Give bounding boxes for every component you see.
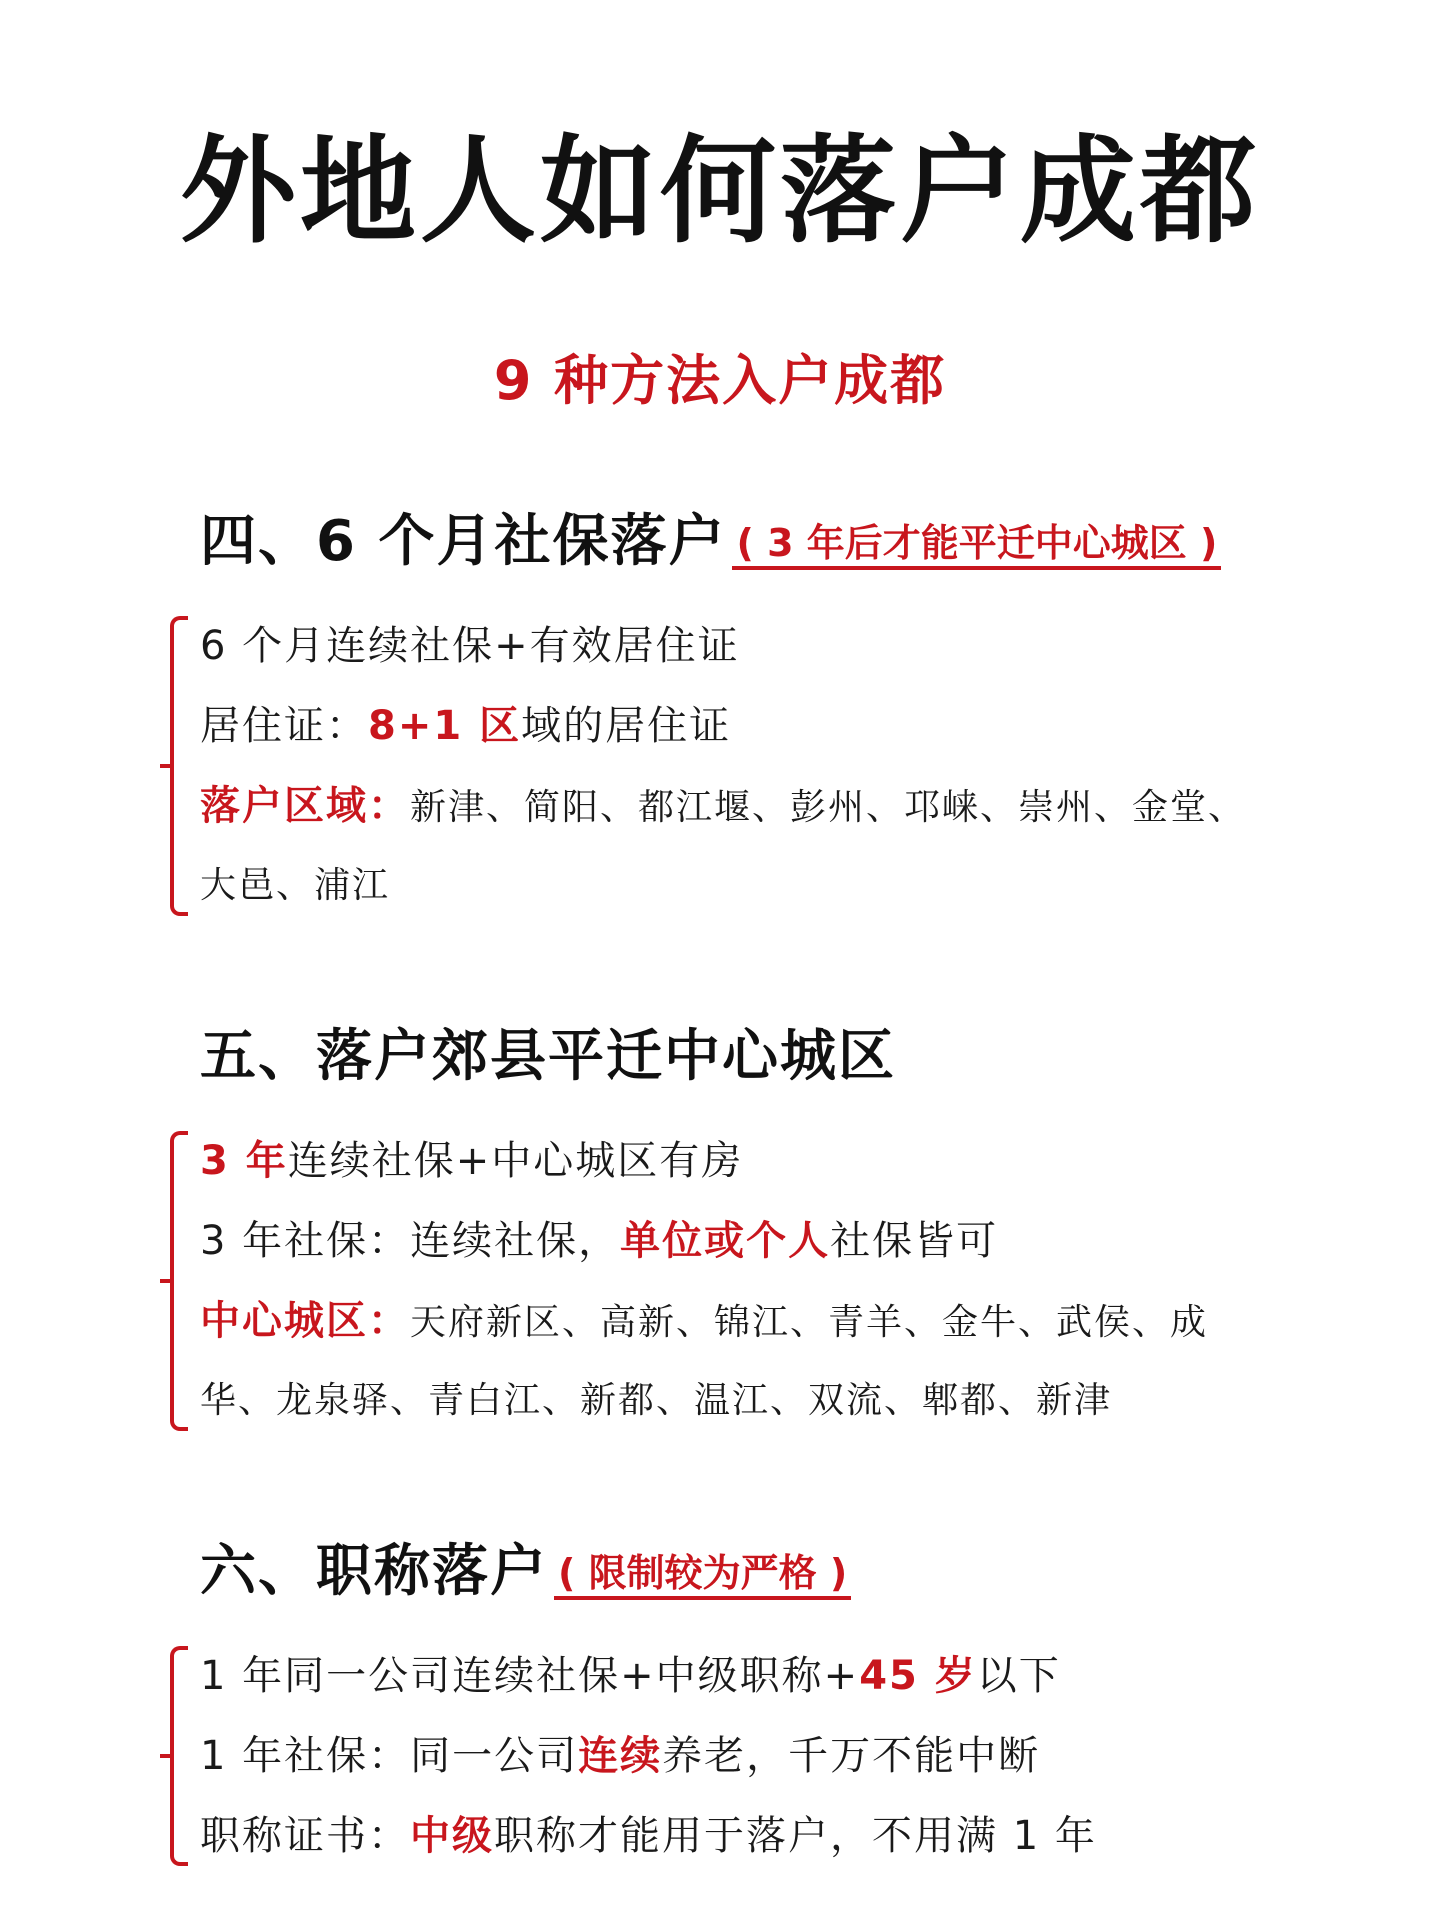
highlight-label: 落户区域： — [200, 783, 410, 829]
list-item: 华、龙泉驿、青白江、新都、温江、双流、郫都、新津 — [200, 1380, 1113, 1421]
section-title: 四、6 个月社保落户 — [200, 509, 727, 574]
highlight-text: 8+1 区 — [368, 703, 522, 749]
list-item: 职称证书：中级职称才能用于落户，不用满 1 年 — [200, 1813, 1097, 1859]
section-social-security-6-months — [200, 490, 1280, 926]
highlight-text: 中级 — [410, 1813, 494, 1859]
section-lines — [200, 1121, 1280, 1441]
section-lines — [200, 606, 1280, 926]
section-header — [200, 1005, 1280, 1089]
section-title: 五、落户郊县平迁中心城区 — [200, 1024, 896, 1089]
bracket-decoration — [170, 616, 188, 916]
page-title: 外地人如何落户成都 — [180, 124, 1260, 259]
page-subtitle: 9 种方法入户成都 — [493, 349, 947, 412]
list-item: 6 个月连续社保+有效居住证 — [200, 623, 740, 669]
section-professional-title — [200, 1520, 1280, 1876]
list-item: 1 年社保：同一公司连续养老，千万不能中断 — [200, 1733, 1041, 1779]
highlight-text: 连续 — [578, 1733, 663, 1779]
section-title: 六、职称落户 — [200, 1539, 548, 1604]
section-lines — [200, 1636, 1280, 1876]
section-header — [200, 490, 1280, 574]
highlight-text: 45 岁 — [859, 1653, 977, 1699]
highlight-text: 3 年 — [200, 1138, 288, 1184]
list-item: 中心城区：天府新区、高新、锦江、青羊、金牛、武侯、成 — [200, 1298, 1209, 1344]
highlight-label: 中心城区： — [200, 1298, 410, 1344]
section-suburb-transfer — [200, 1005, 1280, 1441]
highlight-text: 单位或个人 — [620, 1218, 831, 1264]
list-item: 3 年连续社保+中心城区有房 — [200, 1138, 744, 1184]
section-note: ( 限制较为严格 ) — [554, 1554, 851, 1600]
list-item: 3 年社保：连续社保，单位或个人社保皆可 — [200, 1218, 999, 1264]
list-item: 1 年同一公司连续社保+中级职称+45 岁以下 — [200, 1653, 1061, 1699]
bracket-decoration — [170, 1646, 188, 1866]
section-header — [200, 1520, 1280, 1604]
list-item: 大邑、浦江 — [200, 865, 391, 906]
list-item: 落户区域：新津、简阳、都江堰、彭州、邛崃、崇州、金堂、 — [200, 783, 1247, 829]
list-item: 居住证：8+1 区域的居住证 — [200, 703, 732, 749]
bracket-decoration — [170, 1131, 188, 1431]
section-note: ( 3 年后才能平迁中心城区 ) — [732, 524, 1221, 570]
